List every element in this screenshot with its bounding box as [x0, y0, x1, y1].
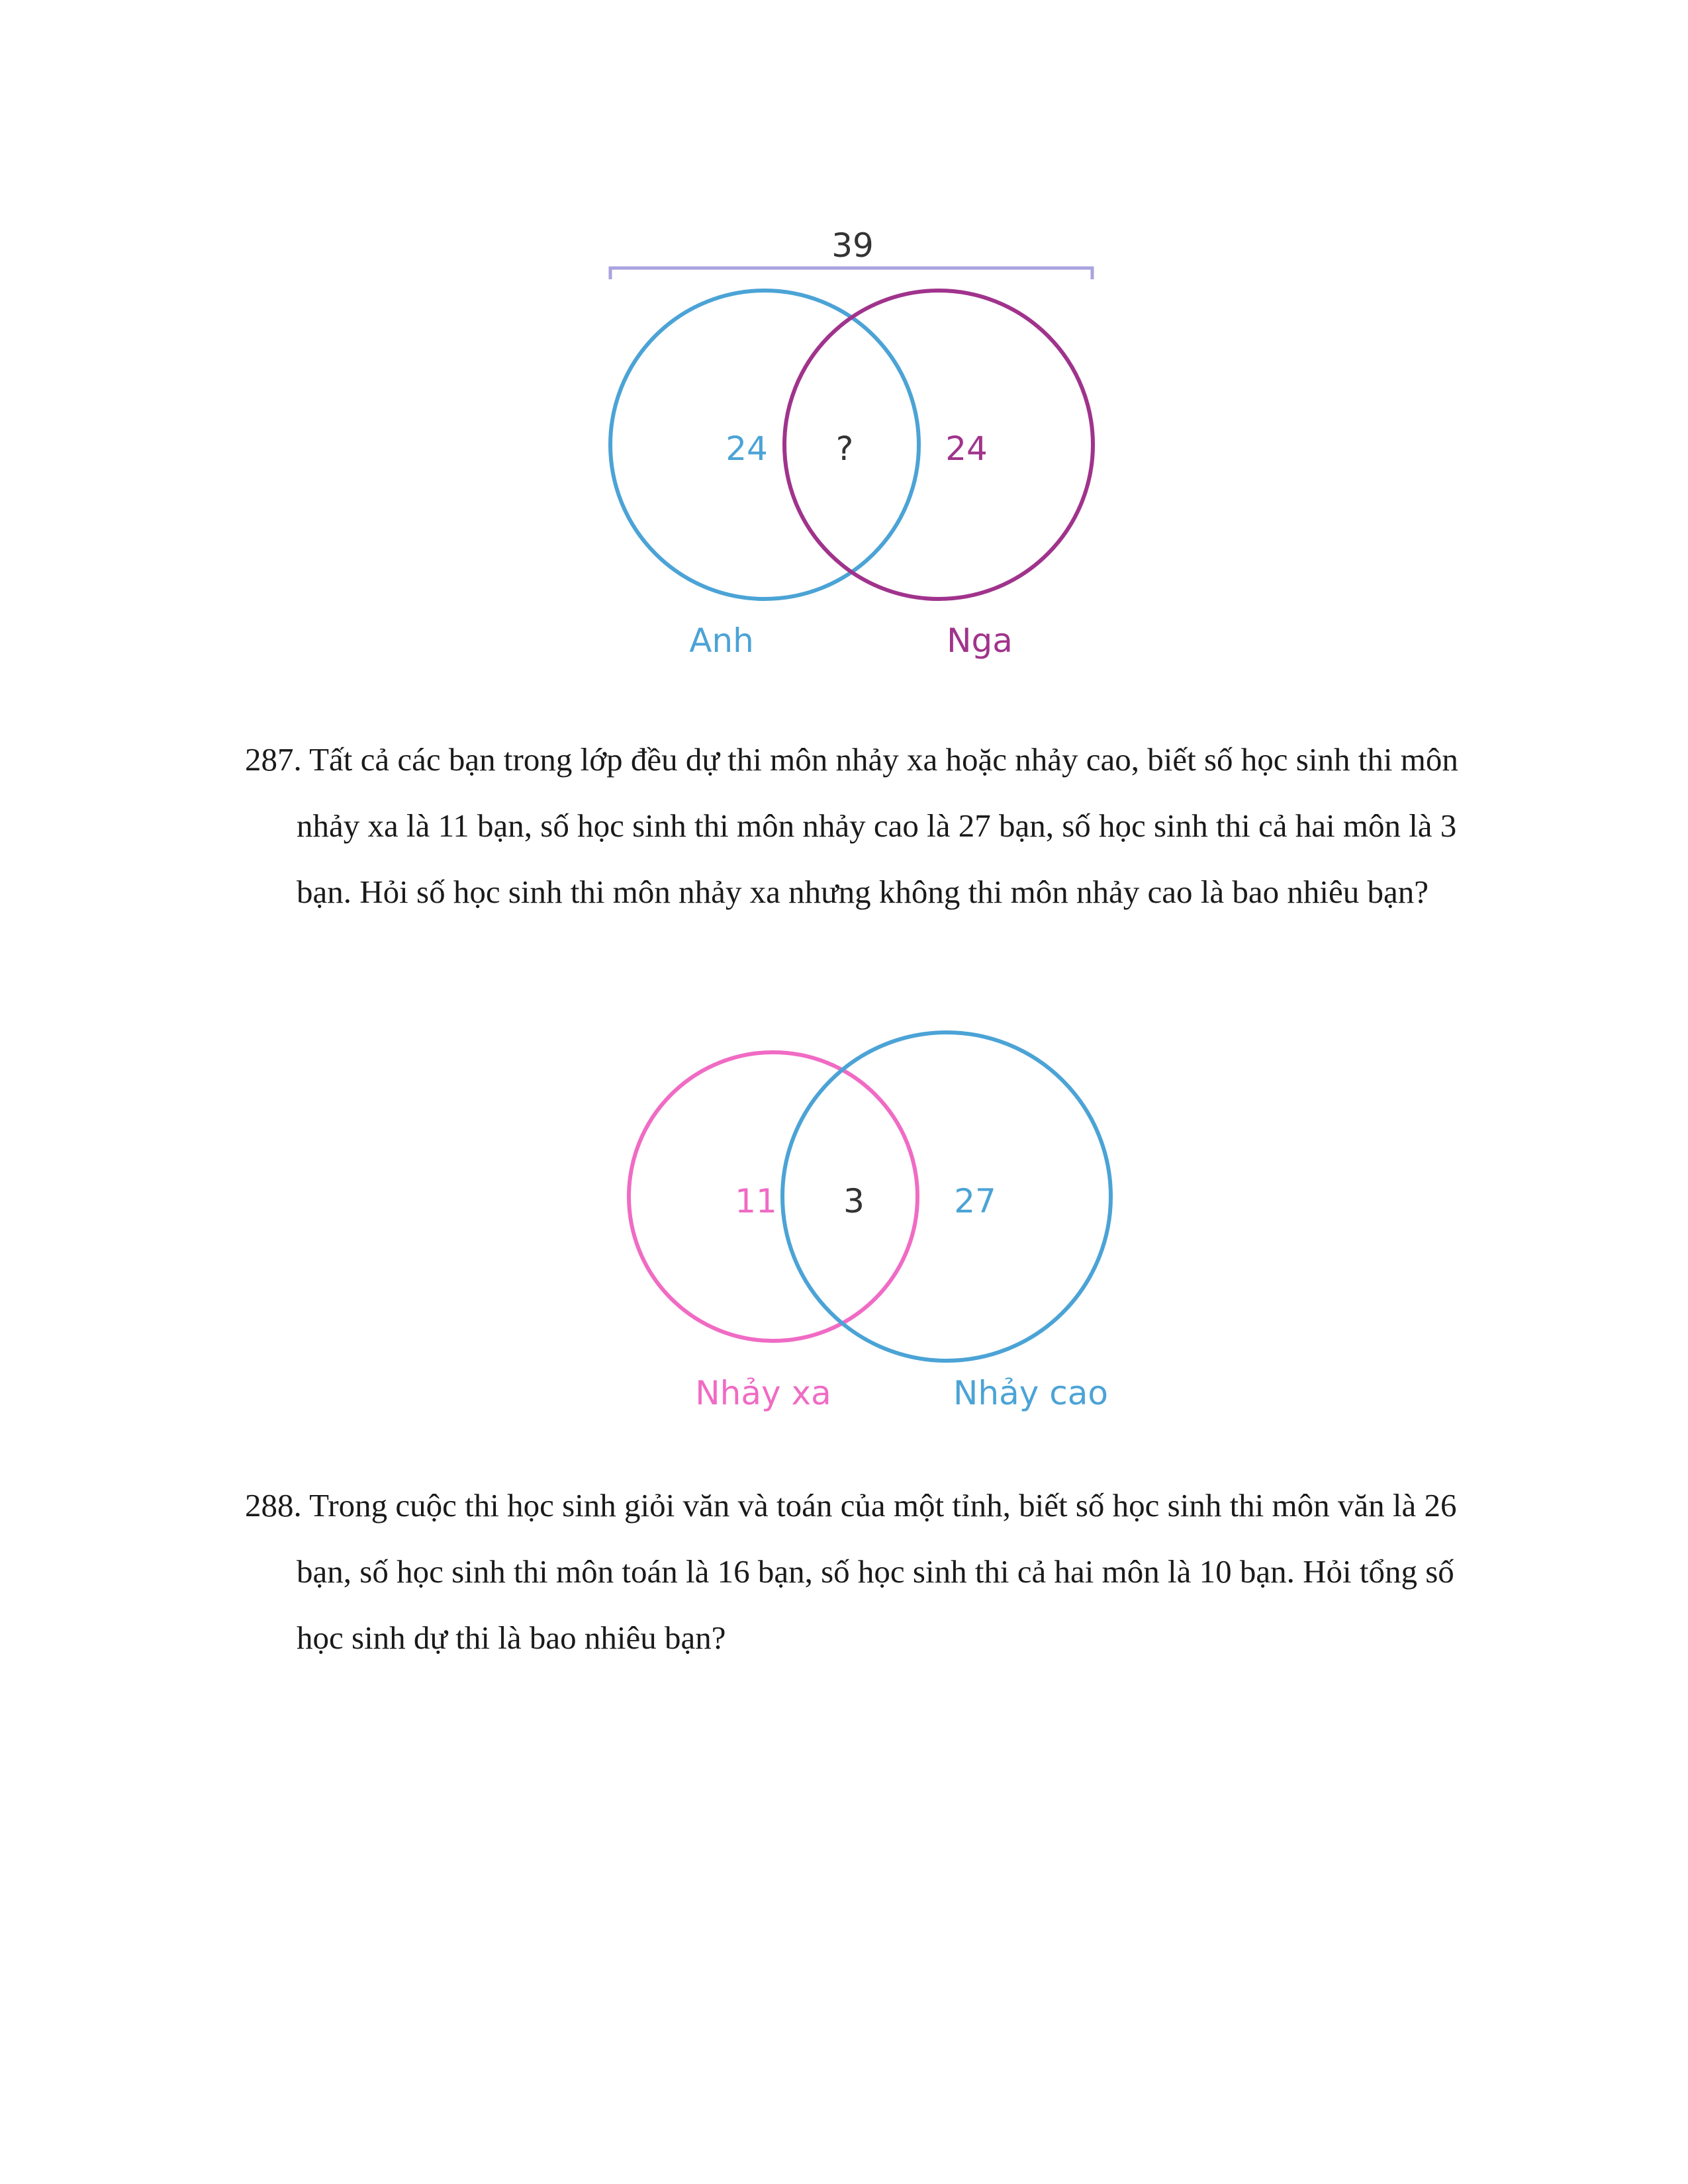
problem-287-text: Tất cả các bạn trong lớp đều dự thi môn nhảy xa hoặc nhảy cao, biết số học sinh thi môn nhảy xa là 11 bạn, số học sinh thi môn nhảy cao là 27 bạn, số học sinh thi cả hai môn là 3 bạn. Hỏi số học sinh thi môn nhảy xa nhưng không thi môn nhảy cao là bao nhiêu bạn?: [297, 741, 1458, 910]
anh-only-value: 24: [726, 430, 768, 468]
total-label: 39: [831, 226, 874, 265]
circle-nhay-cao: [782, 1032, 1111, 1361]
nhay-xa-only-value: 11: [735, 1182, 777, 1220]
problem-287: [245, 727, 1476, 925]
nhay-cao-label: Nhảy cao: [953, 1374, 1108, 1412]
problem-287-number: 287.: [245, 741, 302, 778]
nga-label: Nga: [947, 621, 1013, 660]
problem-287-paragraph: [245, 727, 1476, 925]
intersection-value-2: 3: [843, 1182, 865, 1220]
problem-288-text: Trong cuộc thi học sinh giỏi văn và toán của một tỉnh, biết số học sinh thi môn văn là 26 bạn, số học sinh thi môn toán là 16 bạn, số học sinh thi cả hai môn là 10 bạn. Hỏi tổng số học sinh dự thi là bao nhiêu bạn?: [297, 1487, 1457, 1656]
problem-288-number: 288.: [245, 1487, 302, 1524]
problem-288-paragraph: [245, 1473, 1476, 1671]
circle-nga: [784, 291, 1093, 599]
problem-288: [245, 1473, 1476, 1671]
circle-anh: [610, 291, 919, 599]
nhay-xa-label: Nhảy xa: [695, 1374, 831, 1412]
intersection-value: ?: [835, 430, 854, 468]
total-bracket: [610, 268, 1092, 279]
circle-nhay-xa: [629, 1052, 917, 1341]
nga-only-value: 24: [945, 430, 988, 468]
nhay-cao-only-value: 27: [954, 1182, 996, 1220]
anh-label: Anh: [689, 621, 754, 660]
